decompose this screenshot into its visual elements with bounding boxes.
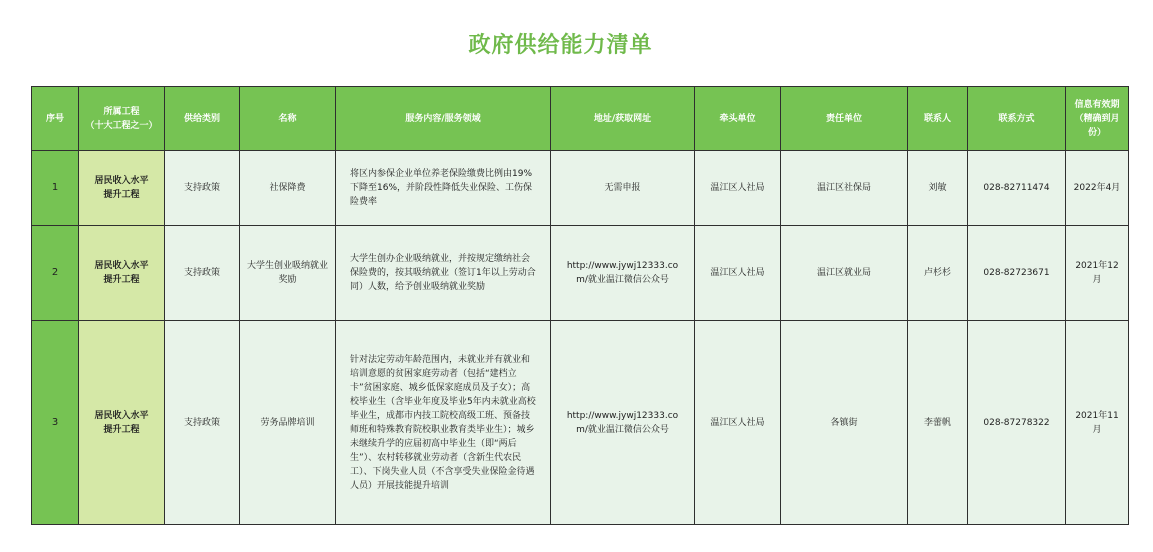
header-resp-unit: 责任单位 — [781, 87, 908, 151]
row-name: 社保降费 — [240, 151, 336, 226]
row-resp-unit: 各镇街 — [781, 321, 908, 525]
header-content: 服务内容/服务领域 — [336, 87, 551, 151]
row-name: 劳务品牌培训 — [240, 321, 336, 525]
row-content: 将区内参保企业单位养老保险缴费比例由19%下降至16%，并阶段性降低失业保险、工伤保险费率 — [336, 151, 551, 226]
header-valid-line2: （精确到月份） — [1074, 113, 1120, 138]
header-category: 供给类别 — [165, 87, 240, 151]
table-header-row — [32, 87, 1129, 151]
header-project — [79, 87, 165, 151]
table-row — [32, 226, 1129, 321]
row-project-line2: 提升工程 — [103, 190, 140, 200]
row-index: 2 — [32, 226, 79, 321]
row-address-line1: http://www.jywj12333.co — [566, 410, 679, 421]
table-row — [32, 321, 1129, 525]
row-valid: 2022年4月 — [1066, 151, 1129, 226]
row-contact: 卢杉杉 — [908, 226, 968, 321]
row-address-line2: m/就业温江微信公众号 — [576, 275, 669, 285]
header-contact: 联系人 — [908, 87, 968, 151]
row-project — [79, 151, 165, 226]
row-content: 针对法定劳动年龄范围内，未就业并有就业和培训意愿的贫困家庭劳动者（包括“建档立卡”贫困家庭、城乡低保家庭成员及子女）；高校毕业生（含毕业年度及毕业5年内未就业高校毕业生，成都市内技工院校高级工班、预备技师班和特殊教育院校职业教育类毕业生）；城乡未继续升学的应届初高中毕业生（即“两后生”）、农村转移就业劳动者（含新生代农民工）、下岗失业人员（不含享受失业保险金待遇人员）开展技能提升培训 — [336, 321, 551, 525]
row-project-line1: 居民收入水平 — [94, 410, 149, 421]
header-lead-unit: 牵头单位 — [695, 87, 781, 151]
row-index: 1 — [32, 151, 79, 226]
row-index: 3 — [32, 321, 79, 525]
row-lead-unit: 温江区人社局 — [695, 151, 781, 226]
row-address-line2: m/就业温江微信公众号 — [576, 424, 669, 435]
row-valid: 2021年12月 — [1066, 226, 1129, 321]
row-project — [79, 226, 165, 321]
row-address — [551, 226, 695, 321]
row-content: 大学生创办企业吸纳就业，并按规定缴纳社会保险费的，按其吸纳就业（签订1年以上劳动合同）人数，给予创业吸纳就业奖励 — [336, 226, 551, 321]
row-valid: 2021年11月 — [1066, 321, 1129, 525]
table-row — [32, 151, 1129, 226]
row-phone: 028-87278322 — [968, 321, 1066, 525]
row-name: 大学生创业吸纳就业奖励 — [240, 226, 336, 321]
header-name: 名称 — [240, 87, 336, 151]
row-project-line1: 居民收入水平 — [94, 261, 149, 271]
header-project-line1: 所属工程 — [103, 106, 140, 117]
row-address-line1: http://www.jywj12333.co — [566, 261, 679, 271]
row-address — [551, 321, 695, 525]
row-project-line2: 提升工程 — [103, 275, 140, 285]
page-title: 政府供给能力清单 — [468, 33, 653, 58]
row-project-line1: 居民收入水平 — [94, 176, 149, 186]
row-lead-unit: 温江区人社局 — [695, 226, 781, 321]
row-project — [79, 321, 165, 525]
row-resp-unit: 温江区就业局 — [781, 226, 908, 321]
row-project-line2: 提升工程 — [103, 424, 140, 435]
header-valid — [1066, 87, 1129, 151]
row-category: 支持政策 — [165, 151, 240, 226]
row-phone: 028-82723671 — [968, 226, 1066, 321]
header-phone: 联系方式 — [968, 87, 1066, 151]
supply-capability-table — [31, 86, 1129, 525]
row-address — [551, 151, 695, 226]
row-phone: 028-82711474 — [968, 151, 1066, 226]
header-project-line2: （十大工程之一） — [85, 120, 158, 131]
header-valid-line1: 信息有效期 — [1074, 99, 1120, 110]
row-lead-unit: 温江区人社局 — [695, 321, 781, 525]
row-contact: 李蕾帆 — [908, 321, 968, 525]
row-resp-unit: 温江区社保局 — [781, 151, 908, 226]
header-address: 地址/获取网址 — [551, 87, 695, 151]
row-category: 支持政策 — [165, 226, 240, 321]
row-contact: 刘敏 — [908, 151, 968, 226]
header-index: 序号 — [32, 87, 79, 151]
row-address-line1: 无需申报 — [604, 183, 641, 193]
row-category: 支持政策 — [165, 321, 240, 525]
